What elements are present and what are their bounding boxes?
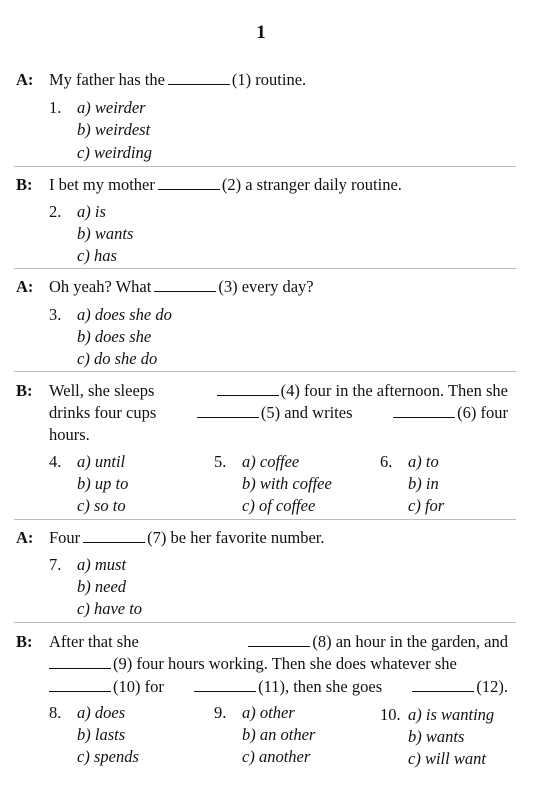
- question-number: 3.: [49, 305, 62, 324]
- answer-option[interactable]: a) does: [77, 703, 126, 722]
- answer-option[interactable]: a) is wanting: [408, 705, 495, 724]
- question-number: 9.: [214, 703, 227, 722]
- answer-option[interactable]: c) weirding: [77, 143, 152, 162]
- question-number: 1.: [49, 98, 62, 117]
- line-text: Oh yeah? What: [49, 277, 152, 296]
- speaker-label: A:: [16, 70, 34, 89]
- line-text: After that she: [49, 632, 139, 651]
- section-divider: [14, 622, 516, 623]
- answer-option[interactable]: c) spends: [77, 747, 139, 766]
- answer-option[interactable]: b) weirdest: [77, 120, 151, 139]
- line-text: My father has the: [49, 70, 165, 89]
- line-text: (6) four: [457, 403, 508, 422]
- line-text: (10) for: [113, 677, 164, 696]
- answer-option[interactable]: b) does she: [77, 327, 152, 346]
- line-text: (5) and writes: [260, 403, 353, 422]
- line-text: (4) four in the afternoon. Then she: [280, 381, 508, 400]
- section-divider: [14, 166, 516, 167]
- answer-blank[interactable]: [49, 654, 111, 669]
- dialogue-line: [49, 528, 324, 548]
- answer-blank[interactable]: [194, 677, 256, 692]
- dialogue-line: [49, 632, 508, 652]
- speaker-label: B:: [16, 381, 33, 400]
- line-text: Four: [49, 528, 81, 547]
- answer-option[interactable]: a) weirder: [77, 98, 146, 117]
- answer-blank[interactable]: [49, 677, 111, 692]
- answer-blank[interactable]: [217, 381, 279, 396]
- answer-blank[interactable]: [412, 677, 474, 692]
- answer-blank[interactable]: [197, 403, 259, 418]
- section-divider: [14, 519, 516, 520]
- section-divider: [14, 371, 516, 372]
- line-text: (3) every day?: [218, 277, 314, 296]
- answer-option[interactable]: b) with coffee: [242, 474, 332, 493]
- speaker-label: A:: [16, 528, 34, 547]
- answer-option[interactable]: c) another: [242, 747, 311, 766]
- question-number: 4.: [49, 452, 62, 471]
- answer-option[interactable]: a) is: [77, 202, 106, 221]
- answer-blank[interactable]: [154, 277, 216, 292]
- dialogue-line: [49, 175, 402, 195]
- dialogue-line: [49, 654, 457, 674]
- line-text: I bet my mother: [49, 175, 155, 194]
- answer-option[interactable]: b) wants: [77, 224, 134, 243]
- answer-option[interactable]: c) has: [77, 246, 117, 265]
- answer-option[interactable]: a) coffee: [242, 452, 300, 471]
- answer-option[interactable]: b) lasts: [77, 725, 126, 744]
- answer-option[interactable]: c) will want: [408, 749, 486, 768]
- line-text: (7) be her favorite number.: [147, 528, 325, 547]
- dialogue-line: [49, 70, 306, 90]
- line-text: drinks four cups: [49, 403, 157, 422]
- answer-option[interactable]: c) have to: [77, 599, 143, 618]
- section-divider: [14, 268, 516, 269]
- line-text: (9) four hours working. Then she does whatever she: [113, 654, 457, 673]
- line-text: (8) an hour in the garden, and: [312, 632, 508, 651]
- answer-option[interactable]: c) of coffee: [242, 496, 316, 515]
- speaker-label: B:: [16, 632, 33, 651]
- speaker-label: B:: [16, 175, 33, 194]
- answer-option[interactable]: a) to: [408, 452, 439, 471]
- dialogue-line: [49, 381, 508, 401]
- answer-option[interactable]: a) does she do: [77, 305, 172, 324]
- line-text: (11), then she goes: [258, 677, 383, 696]
- question-number: 2.: [49, 202, 62, 221]
- line-text: (1) routine.: [231, 70, 307, 89]
- page-number: 1: [256, 22, 266, 43]
- dialogue-line: [49, 403, 508, 423]
- answer-option[interactable]: c) for: [408, 496, 445, 515]
- speaker-label: A:: [16, 277, 34, 296]
- answer-blank[interactable]: [248, 632, 310, 647]
- answer-blank[interactable]: [393, 403, 455, 418]
- answer-option[interactable]: c) so to: [77, 496, 126, 515]
- dialogue-line: hours.: [49, 425, 90, 444]
- answer-option[interactable]: a) other: [242, 703, 295, 722]
- answer-option[interactable]: b) in: [408, 474, 439, 493]
- dialogue-line: [49, 277, 314, 297]
- line-text: (2) a stranger daily routine.: [221, 175, 402, 194]
- answer-blank[interactable]: [168, 70, 230, 85]
- answer-option[interactable]: b) need: [77, 577, 127, 596]
- answer-blank[interactable]: [83, 528, 145, 543]
- question-number: 8.: [49, 703, 62, 722]
- dialogue-line: [49, 677, 508, 697]
- line-text: Well, she sleeps: [49, 381, 155, 400]
- answer-option[interactable]: b) up to: [77, 474, 129, 493]
- answer-option[interactable]: b) wants: [408, 727, 465, 746]
- line-text: (12).: [476, 677, 508, 696]
- answer-option[interactable]: a) must: [77, 555, 127, 574]
- answer-option[interactable]: b) an other: [242, 725, 316, 744]
- question-number: 5.: [214, 452, 227, 471]
- answer-option[interactable]: c) do she do: [77, 349, 158, 368]
- answer-option[interactable]: a) until: [77, 452, 126, 471]
- question-number: 7.: [49, 555, 62, 574]
- question-number: 6.: [380, 452, 393, 471]
- question-number: 10.: [380, 705, 401, 724]
- answer-blank[interactable]: [158, 175, 220, 190]
